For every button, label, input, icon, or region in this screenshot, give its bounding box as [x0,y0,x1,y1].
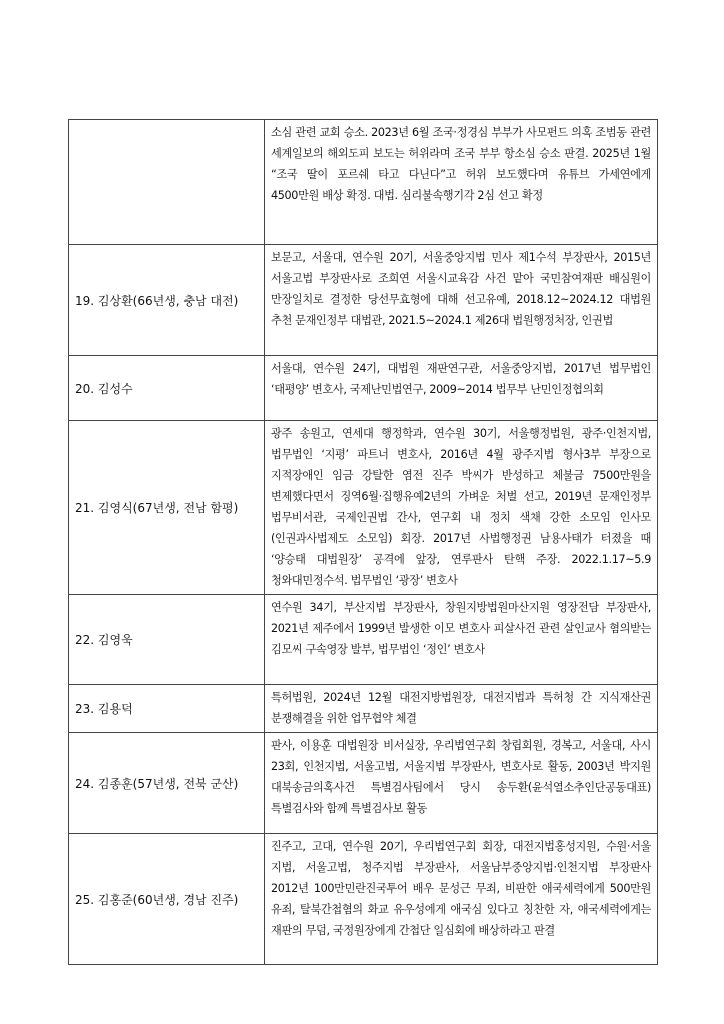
table-row [69,245,658,356]
description-cell: 보문고, 서울대, 연수원 20기, 서울중앙지법 민사 제1수석 부장판사, 2015년 서울고법 부장판사로 조희연 서울시교육감 사건 맡아 국민참여재판 배심원이 만장일치로 결정한 당선무효형에 대해 선고유예, 2018.12~2024.12 대법원 추천 문재인정부 대법관, 2021.5~2024.1 제26대 법원행정처장, 인권법 [265,245,658,356]
table-row [69,685,658,733]
description-cell: 판사, 이용훈 대법원장 비서실장, 우리법연구회 창립회원, 경복고, 서울대, 사시 23회, 인천지법, 서울고법, 서울지법 부장판사, 변호사로 활동, 2003년 박지원 대북송금의혹사건 특별검사팀에서 당시 송두환(윤석열소추인단공동대표) 특별검사와 함께 특별검사보 활동 [265,733,658,834]
name-cell [69,120,265,245]
table-row [69,595,658,685]
description-cell: 광주 송원고, 연세대 행정학과, 연수원 30기, 서울행정법원, 광주·인천지법, 법무법인 ‘지평’ 파트너 변호사, 2016년 4월 광주지법 형사3부 부장으로 지적장애인 임금 강탈한 염전 진주 박씨가 반성하고 체불금 7500만원을 변제했다면서 징역6월·집행유예2년의 가벼운 처벌 선고, 2019년 문재인정부 법무비서관, 국제인권법 간사, 연구회 내 정치 색채 강한 소모임 인사모(인권과사법제도 소모임) 회장. 2017년 사법행정권 남용사태가 터졌을 때 ‘양승태 대법원장’ 공격에 앞장, 연루판사 탄핵 주장. 2022.1.17~5.9 청와대민정수석. 법무법인 ‘광장’ 변호사 [265,421,658,595]
description-cell: 연수원 34기, 부산지법 부장판사, 창원지방법원마산지원 영장전담 부장판사, 2021년 제주에서 1999년 발생한 이모 변호사 피살사건 관련 살인교사 혐의받는 김모씨 구속영장 발부, 법무법인 ‘정인’ 변호사 [265,595,658,685]
table-row [69,120,658,245]
table-row [69,421,658,595]
name-cell: 25. 김홍준(60년생, 경남 진주) [69,834,265,965]
description-cell: 소심 관련 교회 승소. 2023년 6월 조국·정경심 부부가 사모펀드 의혹 조범동 관련 세계일보의 해외도피 보도는 허위라며 조국 부부 항소심 승소 판결. 2025년 1월 “조국 딸이 포르쉐 타고 다닌다”고 허위 보도했다며 유튜브 가세연에게 4500만원 배상 확정. 대법. 심리불속행기각 2심 선고 확정 [265,120,658,245]
name-cell: 19. 김상환(66년생, 충남 대전) [69,245,265,356]
table-row [69,356,658,421]
name-cell: 23. 김용덕 [69,685,265,733]
name-cell: 22. 김영욱 [69,595,265,685]
name-cell: 20. 김성수 [69,356,265,421]
table-row [69,834,658,965]
table-row [69,733,658,834]
judges-table [68,119,658,965]
description-cell: 진주고, 고대, 연수원 20기, 우리법연구회 회장, 대전지법홍성지원, 수원·서울 지법, 서울고법, 청주지법 부장판사, 서울남부중앙지법·인천지법 부장판사 2012년 100만민란진국투어 배우 문성근 무죄, 비판한 애국세력에게 500만원 유죄, 탈북간첩혐의 화교 유우성에게 애국심 있다고 칭찬한 자, 애국세력에게는 재판의 무덤, 국정원장에게 간첩단 일심회에 배상하라고 판결 [265,834,658,965]
description-cell: 서울대, 연수원 24기, 대법원 재판연구관, 서울중앙지법, 2017년 법무법인 ‘태평양’ 변호사, 국제난민법연구, 2009~2014 법무부 난민인정협의회 [265,356,658,421]
name-cell: 24. 김종훈(57년생, 전북 군산) [69,733,265,834]
name-cell: 21. 김영식(67년생, 전남 함평) [69,421,265,595]
description-cell: 특허법원, 2024년 12월 대전지방법원장, 대전지법과 특허청 간 지식재산권 분쟁해결을 위한 업무협약 체결 [265,685,658,733]
